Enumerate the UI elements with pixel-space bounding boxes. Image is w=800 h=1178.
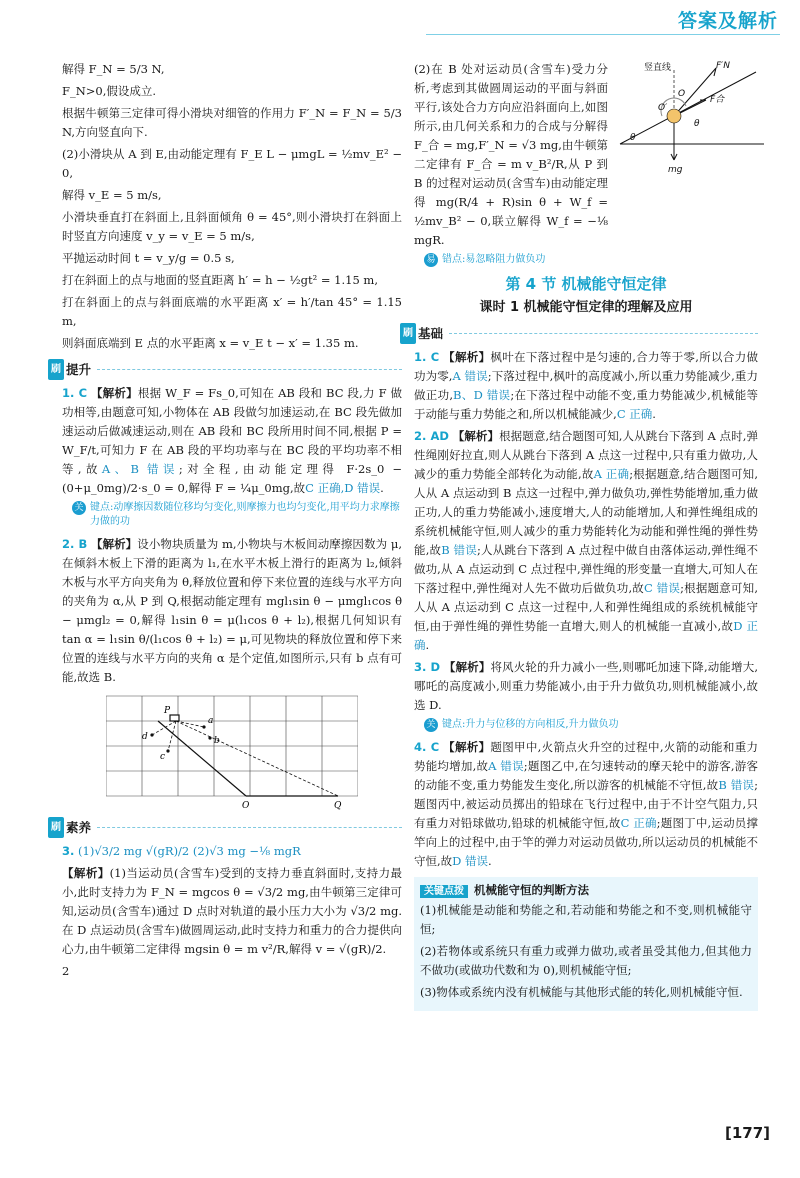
q3-number: 3. D (414, 660, 441, 674)
key-points-box (414, 877, 758, 1011)
section-divider (449, 333, 758, 334)
q4-a: A 错误 (488, 759, 524, 773)
q1-a: A 错误 (452, 369, 488, 383)
label-theta-2: θ (630, 133, 636, 143)
header-rule (426, 34, 780, 35)
lesson-heading (414, 275, 758, 317)
key-icon: 关 (424, 718, 438, 732)
right-q3 (414, 658, 758, 715)
q1-text: 根据 W_F = Fs_0,可知在 AB 段和 BC 段,力 F 做功相等,由题意可知,小物体在 AB 段做匀加速运动,在 BC 段先做加速运动后做减速运动,则在 AB 段和 BC 段所用时间不同,根据 P = W_F/t,可知力 F 在 AB 段的平均功率与在 BC 段的平均功率不相等,故 (62, 386, 402, 476)
q4-d: D 错误 (452, 854, 489, 868)
q4-text2: ;题图乙中,在匀速转动的摩天轮中的游客,游客的动能不变,重力势能发生变化,所以游客的机械能不守恒,故 (414, 759, 758, 792)
left-p4: (2)小滑块从 A 到 E,由动能定理有 F_E L − μmgL = ½mv_E² − 0, (62, 147, 402, 180)
left-p1: 解得 F_N = 5/3 N, (62, 62, 165, 76)
q2-text2: ;根据题意,结合题图可知,人从 A 点运动到 B 点这一过程中,弹力做负功,弹性势能增加,重力做正功,人的重力势能减小,速度增大,人的动能增加,人和弹性绳组成的系统机械能守恒,则人减少的重力势能转化为动能和弹性绳的弹性势能,故 (414, 467, 758, 557)
tip-1-text: 键点:动摩擦因数随位移均匀变化,则摩擦力也均匀变化,用平均力求摩擦力做的功 (90, 502, 400, 527)
section-tisheng (48, 359, 402, 380)
left-p3: 根据牛顿第三定律可得小滑块对细管的作用力 F′_N = F_N = 5/3 N,方向竖直向下. (62, 106, 402, 139)
left-p10: 则斜面底端到 E 点的水平距离 x = v_E t − x′ = 1.35 m. (62, 336, 359, 350)
q2-tag: 【解析】 (90, 537, 138, 551)
q1-tag: 【解析】 (90, 386, 138, 400)
q3-text: 将风火轮的升力减小一些,则哪吒加速下降,动能增大,哪吒的高度减小,则重力势能减小,由于升力做负功,则机械能减小,故选 D. (414, 660, 759, 712)
key-points-heading: 机械能守恒的判断方法 (474, 883, 589, 897)
left-q3 (62, 864, 402, 959)
q3-tag: 【解析】 (443, 660, 491, 674)
incline-grid-diagram (106, 691, 358, 811)
right-column (403, 60, 759, 1011)
left-q1 (62, 384, 402, 498)
q2-b: B 错误 (441, 543, 477, 557)
q1-d: D 错误 (344, 481, 381, 495)
left-footer-2: 2 (62, 964, 70, 978)
label-P: P (164, 706, 171, 716)
q3-tag: 【解析】 (62, 866, 110, 880)
label-b: b (214, 736, 220, 746)
q2-text: 根据题意,结合题图可知,人从跳台下落到 A 点时,弹性绳刚好拉直,则人从跳台下落到 A 点这一过程中,只有重力做功,人减少的重力势能全部转化为动能,故 (414, 429, 758, 481)
key-point-1: (1)机械能是动能和势能之和,若动能和势能之和不变,则机械能守恒; (420, 903, 752, 936)
label-a: a (208, 716, 214, 726)
warning-icon: 易 (424, 253, 438, 267)
q1-number: 1. C (414, 350, 440, 364)
section-icon: 刷 (400, 323, 416, 344)
q4-text3: ;题图丙中,被运动员掷出的铅球在飞行过程中,由于不计空气阻力,只有重力对铅球做功,铅球的机械能守恒,故 (414, 778, 759, 830)
page-header (0, 0, 800, 52)
q2-a: A 正确 (593, 467, 630, 481)
q1-end: . (380, 481, 384, 495)
key-point-2: (2)若物体或系统只有重力或弹力做功,或者虽受其他力,但其他力不做功(或做功代数和为 0),则机械能守恒; (420, 944, 752, 977)
q1-tag: 【解析】 (443, 350, 491, 364)
right-p1: (2)在 B 处对运动员(含雪车)受力分析,考虑到其做圆周运动的平面与斜面平行,该处合力方向应沿斜面向上,如图所示,由几何关系和力的合成与分解得 F_合 = mg,F′_N = √3 mg,由牛顿第二定律有 F_合 = m v_B²/R,从 P 到 B 的过程对运动员(含雪车)由动能定理得 mg(R/4 + R)sin θ + W_f = ½mv_B² − 0,联立解得 W_f = −⅛ mgR. (414, 62, 608, 247)
right-q2 (414, 427, 758, 655)
q1-c: C 正确 (616, 407, 653, 421)
section-icon: 刷 (48, 817, 64, 838)
q1-text: 枫叶在下落过程中是匀速的,合力等于零,所以合力做功为零, (414, 350, 759, 383)
section-divider (97, 827, 402, 828)
q4-b: B 错误 (718, 778, 755, 792)
q2-text: 设小物块质量为 m,小物块与木板间动摩擦因数为 μ,在倾斜木板上下滑的距离为 l₁,在水平木板上滑行的距离为 l₂,倾斜木板与水平方向夹角为 θ,释放位置和停下来位置的连线与水平方向的夹角为 α,从 P 到 Q,根据动能定理有 mgl₁sin θ − μmgl₁cos θ − μmgl₂ = 0,解得 l₁sin θ = μ(l₁cos θ + l₂),根据几何知识有 tan α = l₁sin θ/(l₁cos θ + l₂) = μ,可见物块的释放位置和停下来位置的连线与水平方向的夹角 α 是个定值,如图所示,只有 b 点有可能,故选 B. (62, 537, 403, 684)
q3-number: 3. (62, 844, 75, 858)
section-jichu (400, 323, 758, 344)
left-p8: 打在斜面上的点与地面的竖直距离 h′ = h − ½gt² = 1.15 m, (62, 273, 378, 287)
label-F-he: F合 (710, 95, 725, 105)
section-title: 第 4 节 机械能守恒定律 (505, 275, 667, 293)
header-title: 答案及解析 (677, 10, 778, 32)
label-mg: mg (668, 165, 683, 175)
right-q1 (414, 348, 758, 424)
section-title: 提升 (66, 362, 92, 377)
key-icon: 关 (72, 501, 86, 515)
q1-ab: A、B 错误 (101, 462, 179, 476)
tip-2 (424, 718, 758, 732)
key-points-title (420, 881, 752, 901)
section-divider (97, 369, 402, 370)
lesson-title: 课时 1 机械能守恒定律的理解及应用 (479, 300, 693, 315)
q1-text2: ;下落过程中,枫叶的高度减小,所以重力势能减少,重力做正功, (414, 369, 759, 402)
page-number: [177] (724, 1124, 770, 1142)
left-q2 (62, 535, 402, 687)
left-p5: 解得 v_E = 5 m/s, (62, 188, 162, 202)
key-points-label: 关键点拨 (420, 885, 468, 898)
section-title: 基础 (418, 326, 444, 341)
label-O-prime: O′ (658, 103, 668, 113)
label-FN: F′N (716, 61, 730, 71)
q2-text3: ;人从跳台下落到 A 点过程中做自由落体运动,弹性绳不做功,从 A 点运动到 C 点过程中,弹性绳的形变量一直增大,可知人在下落过程中,弹性绳对人先不做功后做负功,故 (414, 543, 758, 595)
q1-text2: ;对全程,由动能定理得 F·2s_0 − (0+μ_0mg)/2·s_0 = 0,解得 F = ¼μ_0mg,故 (62, 462, 402, 495)
q1-text3: ;在下落过程中动能不变,重力势能减少,机械能等于动能与重力势能之和,所以机械能减少, (414, 388, 759, 421)
q2-number: 2. B (62, 537, 88, 551)
left-p2: F_N>0,假设成立. (62, 84, 157, 98)
left-q3-answer (62, 842, 402, 861)
q4-end: . (488, 854, 492, 868)
q2-number: 2. AD (414, 429, 449, 443)
section-icon: 刷 (48, 359, 64, 380)
page-number-value: 177 (731, 1124, 764, 1142)
q4-c: C 正确 (620, 816, 657, 830)
tip-error (424, 253, 758, 267)
tip-2-text: 键点:升力与位移的方向相反,升力做负功 (442, 719, 619, 730)
label-Q: Q (334, 801, 342, 811)
q2-text4: ;根据题意可知,人从 A 点运动到 C 点这一过程中,人和弹性绳组成的系统机械能守恒,由于弹性绳的弹性势能一直增大,则人的机械能一直减小,故 (414, 581, 758, 633)
label-theta-1: θ (694, 119, 700, 129)
q3-answer: (1)√3/2 mg √(gR)/2 (2)√3 mg −⅛ mgR (78, 844, 301, 858)
label-O: O (678, 89, 686, 99)
q1-sep: , (340, 481, 345, 495)
section-suyang (48, 817, 402, 838)
q2-c: C 错误 (644, 581, 681, 595)
q4-text: 题图甲中,火箭点火升空的过程中,火箭的动能和重力势能均增加,故 (414, 740, 759, 773)
left-p6: 小滑块垂直打在斜面上,且斜面倾角 θ = 45°,则小滑块打在斜面上时竖直方向速度 v_y = v_E = 5 m/s, (62, 210, 402, 243)
tip-error-text: 错点:易忽略阻力做负功 (442, 254, 546, 265)
q4-tag: 【解析】 (443, 740, 491, 754)
label-vertical: 竖直线 (644, 63, 672, 73)
q4-number: 4. C (414, 740, 440, 754)
label-O: O (242, 801, 250, 811)
q4-text4: ;题图丁中,运动员撑竿向上的过程中,由于竿的弹力对运动员做功,所以运动员的机械能不守恒,故 (414, 816, 758, 868)
left-p9: 打在斜面上的点与斜面底端的水平距离 x′ = h′/tan 45° = 1.15 m, (62, 295, 402, 328)
left-p7: 平抛运动时间 t = v_y/g = 0.5 s, (62, 251, 235, 265)
label-c: c (160, 752, 166, 762)
q2-d: D 正确 (414, 619, 758, 652)
q1-end: . (652, 407, 656, 421)
key-point-3: (3)物体或系统内没有机械能与其他形式能的转化,则机械能守恒. (420, 985, 743, 999)
q1-bd: B、D 错误 (453, 388, 511, 402)
tip-1 (72, 501, 402, 529)
section-title: 素养 (66, 820, 92, 835)
q1-number: 1. C (62, 386, 88, 400)
left-column (51, 60, 403, 984)
label-d: d (142, 732, 148, 742)
q2-end: . (425, 638, 430, 652)
right-q4 (414, 738, 758, 871)
q2-tag: 【解析】 (452, 429, 500, 443)
q3-text: (1)当运动员(含雪车)受到的支持力垂直斜面时,支持力最小,此时支持力为 F_N = mgcos θ = √3/2 mg,由牛顿第三定律可知,运动员(含雪车)通过 D 点时对轨道的最小压力大小为 √3/2 mg. 在 D 点运动员(含雪车)做圆周运动,此时支持力和重力的合力提供向心力,由牛顿第二定律得 mgsin θ = m v²/R,解得 v = √(gR)/2. (62, 866, 402, 956)
q1-c: C 正确 (305, 481, 341, 495)
